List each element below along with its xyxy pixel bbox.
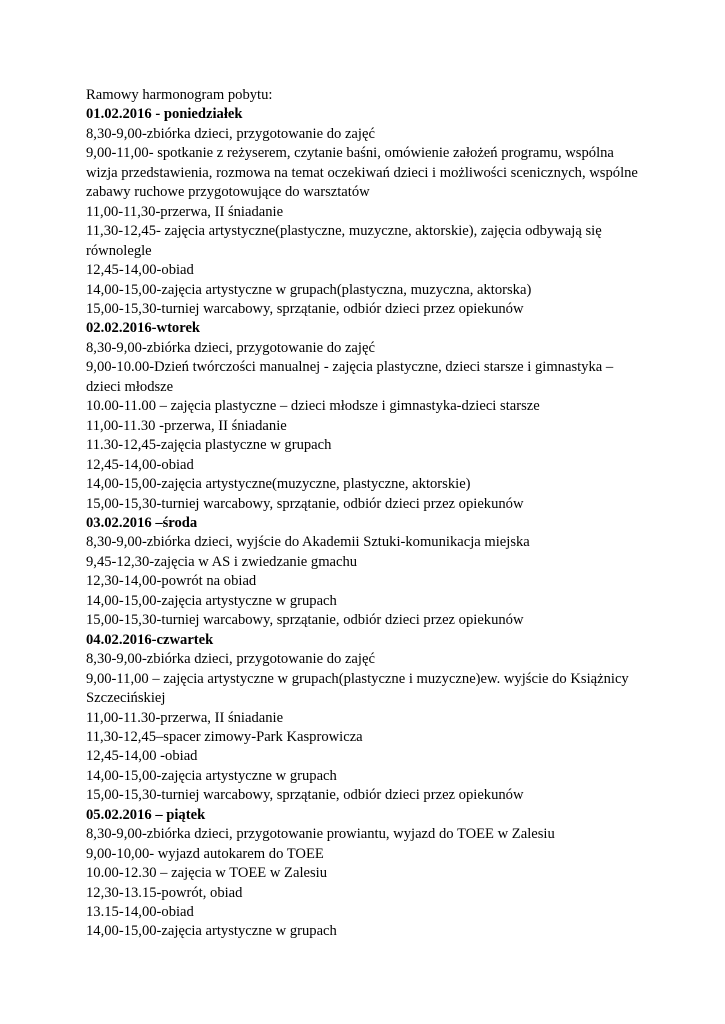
day-block	[86, 631, 646, 806]
schedule-entry: 14,00-15,00-zajęcia artystyczne w grupach	[86, 592, 337, 609]
schedule-entry: 12,45-14,00-obiad	[86, 456, 194, 473]
schedule-entry: 11,30-12,45- zajęcia artystyczne(plastyczne, muzyczne, aktorskie), zajęcia odbywają się równolegle	[86, 223, 602, 259]
day-heading: 01.02.2016 - poniedziałek	[86, 106, 243, 123]
day-heading: 03.02.2016 –środa	[86, 514, 198, 531]
schedule-entry: 12,45-14,00-obiad	[86, 262, 194, 279]
schedule-entry: 9,00-11,00- spotkanie z reżyserem, czytanie baśni, omówienie założeń programu, wspólna wizja przedstawienia, rozmowa na temat oczekiwań dzieci i możliwości scenicznych, wspólne zabawy ruchowe przygotowujące do warsztatów	[86, 145, 638, 201]
schedule-entry: 15,00-15,30-turniej warcabowy, sprzątanie, odbiór dzieci przez opiekunów	[86, 787, 524, 804]
schedule-entry: 11.30-12,45-zajęcia plastyczne w grupach	[86, 437, 332, 454]
schedule-entry: 8,30-9,00-zbiórka dzieci, przygotowanie do zajęć	[86, 339, 375, 356]
schedule-entry: 11,00-11,30-przerwa, II śniadanie	[86, 203, 284, 220]
schedule-entry: 13.15-14,00-obiad	[86, 904, 194, 921]
schedule-entry: 8,30-9,00-zbiórka dzieci, przygotowanie do zajęć	[86, 125, 375, 142]
schedule-entry: 15,00-15,30-turniej warcabowy, sprzątanie, odbiór dzieci przez opiekunów	[86, 300, 524, 317]
schedule-entry: 8,30-9,00-zbiórka dzieci, przygotowanie prowiantu, wyjazd do TOEE w Zalesiu	[86, 826, 555, 843]
schedule-entry: 9,00-10,00- wyjazd autokarem do TOEE	[86, 845, 324, 862]
day-block	[86, 105, 646, 319]
day-block	[86, 319, 646, 514]
document-page	[86, 86, 646, 942]
day-block	[86, 514, 646, 631]
schedule-entry: 12,30-13.15-powrót, obiad	[86, 884, 243, 901]
schedule-entry: 9,45-12,30-zajęcia w AS i zwiedzanie gmachu	[86, 553, 358, 570]
schedule-entry: 14,00-15,00-zajęcia artystyczne(muzyczne, plastyczne, aktorskie)	[86, 476, 471, 493]
day-heading: 02.02.2016-wtorek	[86, 320, 201, 337]
schedule-entry: 14,00-15,00-zajęcia artystyczne w grupach	[86, 923, 337, 940]
schedule-entry: 9,00-10.00-Dzień twórczości manualnej - zajęcia plastyczne, dzieci starsze i gimnastyka – dzieci młodsze	[86, 359, 614, 395]
schedule-entry: 12,45-14,00 -obiad	[86, 748, 198, 765]
day-heading: 04.02.2016-czwartek	[86, 631, 214, 648]
day-heading: 05.02.2016 – piątek	[86, 806, 206, 823]
day-block	[86, 806, 646, 942]
schedule-entry: 11,30-12,45–spacer zimowy-Park Kasprowicza	[86, 728, 363, 745]
schedule-entry: 14,00-15,00-zajęcia artystyczne w grupach(plastyczna, muzyczna, aktorska)	[86, 281, 532, 298]
schedule-entry: 15,00-15,30-turniej warcabowy, sprzątanie, odbiór dzieci przez opiekunów	[86, 612, 524, 629]
document-title: Ramowy harmonogram pobytu:	[86, 87, 273, 103]
schedule-entry: 12,30-14,00-powrót na obiad	[86, 573, 257, 590]
schedule-entry: 8,30-9,00-zbiórka dzieci, wyjście do Akademii Sztuki-komunikacja miejska	[86, 534, 530, 551]
schedule-entry: 11,00-11.30-przerwa, II śniadanie	[86, 709, 284, 726]
schedule-entry: 8,30-9,00-zbiórka dzieci, przygotowanie do zajęć	[86, 651, 375, 668]
schedule-entry: 15,00-15,30-turniej warcabowy, sprzątanie, odbiór dzieci przez opiekunów	[86, 495, 524, 512]
schedule-entry: 10.00-11.00 – zajęcia plastyczne – dzieci młodsze i gimnastyka-dzieci starsze	[86, 398, 540, 415]
schedule-entry: 10.00-12.30 – zajęcia w TOEE w Zalesiu	[86, 865, 328, 882]
schedule-entry: 11,00-11.30 -przerwa, II śniadanie	[86, 417, 287, 434]
schedule-days	[86, 105, 646, 941]
schedule-entry: 9,00-11,00 – zajęcia artystyczne w grupach(plastyczne i muzyczne)ew. wyjście do Książnicy Szczecińskiej	[86, 670, 629, 707]
schedule-entry: 14,00-15,00-zajęcia artystyczne w grupach	[86, 767, 337, 784]
